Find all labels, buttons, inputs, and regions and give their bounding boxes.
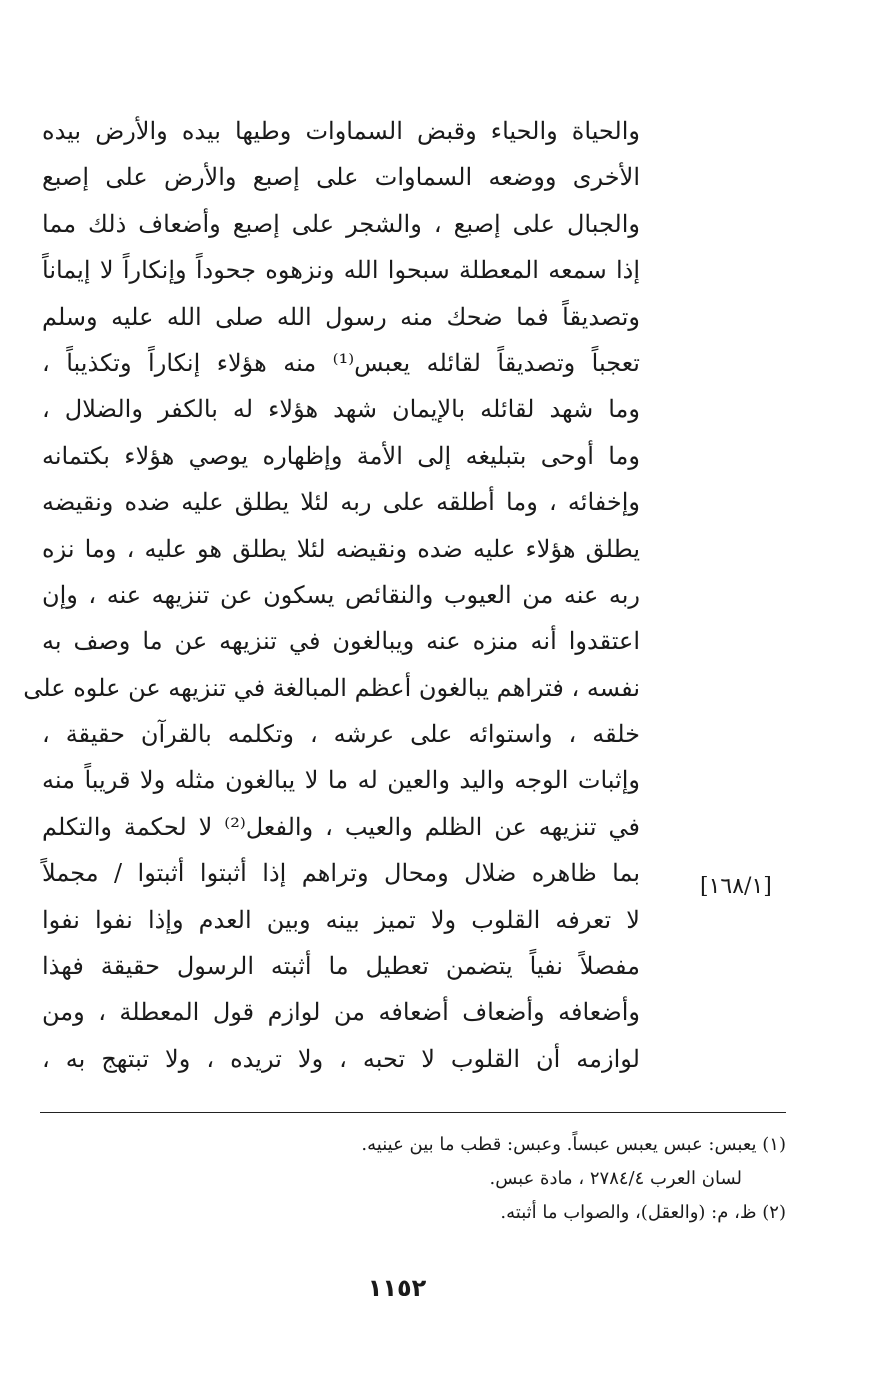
text-line: وإخفائه ، وما أطلقه على ربه لئلا يطلق عليه ضده ونقيضه	[42, 488, 640, 517]
footnote: (٢) ظ، م: (والعقل)، والصواب ما أثبته.	[500, 1202, 786, 1223]
text-line: وتصديقاً فما ضحك منه رسول الله صلى الله عليه وسلم	[42, 302, 640, 331]
text-line: خلقه ، واستوائه على عرشه ، وتكلمه بالقرآن حقيقة ،	[42, 720, 640, 749]
footnotes	[240, 1128, 786, 1230]
main-text	[23, 108, 641, 1082]
text-line: مفصلاً نفياً يتضمن تعطيل ما أثبته الرسول حقيقة فهذا	[42, 952, 640, 981]
page-number: ١١٥٢	[367, 1274, 427, 1302]
text-line: إذا سمعه المعطلة سبحوا الله ونزهوه جحوداً وإنكاراً لا إيماناً	[42, 256, 640, 285]
footnote-divider	[40, 1112, 786, 1113]
text-line: يطلق هؤلاء عليه ضده ونقيضه لئلا يطلق هو عليه ، وما نزه	[42, 534, 640, 563]
text-line: بما ظاهره ضلال ومحال وتراهم إذا أثبتوا أثبتوا / مجملاً	[42, 859, 640, 888]
text-line: في تنزيهه عن الظلم والعيب ، والفعل⁽²⁾ لا لحكمة والتكلم	[42, 812, 640, 841]
text-line: لوازمه أن القلوب لا تحبه ، ولا تريده ، ولا تبتهج به ،	[42, 1044, 640, 1073]
text-line: الأخرى ووضعه السماوات على إصبع والأرض على إصبع	[42, 163, 640, 192]
text-line: نفسه ، فتراهم يبالغون أعظم المبالغة في تنزيهه عن علوه على	[23, 673, 640, 702]
text-line: تعجباً وتصديقاً لقائله يعبس⁽¹⁾ منه هؤلاء إنكاراً وتكذيباً ،	[42, 348, 640, 377]
margin-page-reference: [١٦٨/١]	[700, 874, 772, 899]
text-line: اعتقدوا أنه منزه عنه ويبالغون في تنزيهه عن ما وصف به	[42, 627, 640, 656]
footnote: (١) يعبس: عبس يعبس عبساً. وعبس: قطب ما بين عينيه.	[361, 1134, 786, 1155]
text-line: ربه عنه من العيوب والنقائص يسكون عن تنزيهه عنه ، وإن	[42, 580, 640, 609]
footnote-continuation: لسان العرب ٢٧٨٤/٤ ، مادة عبس.	[489, 1168, 742, 1189]
text-line: وما أوحى بتبليغه إلى الأمة وإظهاره يوصي هؤلاء بكتمانه	[42, 441, 640, 470]
text-line: وما شهد لقائله بالإيمان شهد هؤلاء له بالكفر والضلال ،	[42, 395, 641, 424]
text-line: وأضعافه وأضعاف أضعافه من لوازم قول المعطلة ، ومن	[42, 998, 640, 1027]
text-line: والحياة والحياء وقبض السماوات وطيها بيده والأرض بيده	[42, 117, 640, 145]
text-line: والجبال على إصبع ، والشجر على إصبع وأضعاف ذلك مما	[42, 209, 640, 238]
text-line: لا تعرفه القلوب ولا تميز بينه وبين العدم وإذا نفوا نفوا	[42, 905, 640, 934]
text-line: وإثبات الوجه واليد والعين له ما لا يبالغون مثله ولا قريباً منه	[42, 766, 640, 795]
